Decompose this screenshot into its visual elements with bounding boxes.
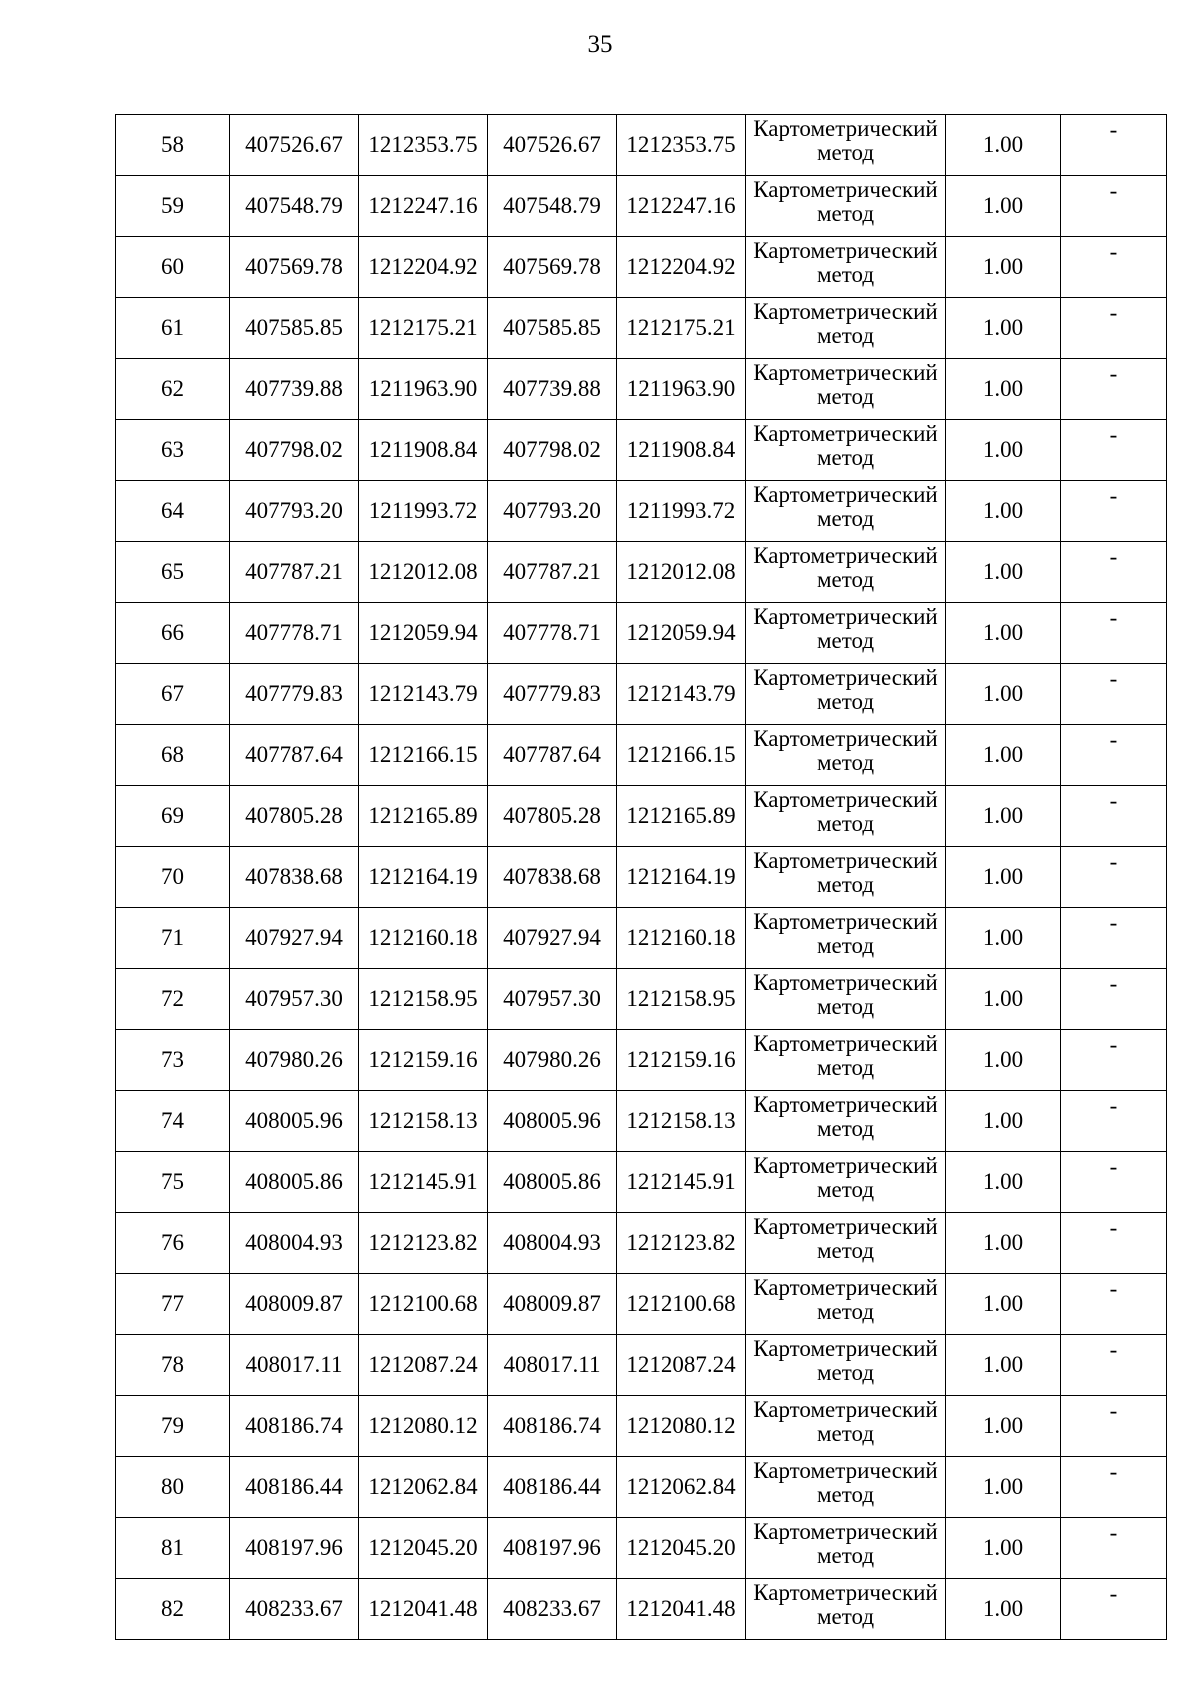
table-row <box>116 908 1167 969</box>
existing-x-cell: 407838.68 <box>230 847 359 908</box>
method-line-1: Картометрический <box>753 1458 938 1483</box>
method-line-2: метод <box>816 811 875 836</box>
point-number-cell: 81 <box>116 1518 230 1579</box>
new-y-cell: 1212041.48 <box>617 1579 746 1640</box>
method-line-1: Картометрический <box>753 299 938 324</box>
method-line-2: метод <box>816 1604 875 1629</box>
point-number-cell: 66 <box>116 603 230 664</box>
existing-y-cell: 1212145.91 <box>359 1152 488 1213</box>
note-cell: - <box>1061 786 1167 847</box>
new-x-cell: 407927.94 <box>488 908 617 969</box>
method-cell <box>746 359 946 420</box>
table-row <box>116 542 1167 603</box>
point-number-cell: 72 <box>116 969 230 1030</box>
existing-y-cell: 1212164.19 <box>359 847 488 908</box>
point-number-cell: 68 <box>116 725 230 786</box>
point-number-cell: 71 <box>116 908 230 969</box>
new-x-cell: 407778.71 <box>488 603 617 664</box>
table-row <box>116 298 1167 359</box>
accuracy-cell: 1.00 <box>946 725 1061 786</box>
point-number-cell: 75 <box>116 1152 230 1213</box>
existing-x-cell: 407779.83 <box>230 664 359 725</box>
method-line-1: Картометрический <box>753 238 938 263</box>
new-x-cell: 407805.28 <box>488 786 617 847</box>
new-y-cell: 1212087.24 <box>617 1335 746 1396</box>
method-line-1: Картометрический <box>753 1214 938 1239</box>
note-cell: - <box>1061 603 1167 664</box>
method-line-2: метод <box>816 1482 875 1507</box>
note-cell: - <box>1061 1152 1167 1213</box>
existing-x-cell: 407805.28 <box>230 786 359 847</box>
method-cell <box>746 603 946 664</box>
point-number-cell: 65 <box>116 542 230 603</box>
existing-x-cell: 408186.74 <box>230 1396 359 1457</box>
accuracy-cell: 1.00 <box>946 1457 1061 1518</box>
note-cell: - <box>1061 420 1167 481</box>
method-line-2: метод <box>816 384 875 409</box>
method-line-2: метод <box>816 628 875 653</box>
new-x-cell: 408197.96 <box>488 1518 617 1579</box>
existing-y-cell: 1212247.16 <box>359 176 488 237</box>
new-y-cell: 1212145.91 <box>617 1152 746 1213</box>
method-cell <box>746 237 946 298</box>
accuracy-cell: 1.00 <box>946 1030 1061 1091</box>
existing-y-cell: 1212166.15 <box>359 725 488 786</box>
method-cell <box>746 908 946 969</box>
method-line-2: метод <box>816 1421 875 1446</box>
table-row <box>116 1213 1167 1274</box>
note-cell: - <box>1061 969 1167 1030</box>
existing-y-cell: 1212165.89 <box>359 786 488 847</box>
table-row <box>116 1335 1167 1396</box>
method-line-1: Картометрический <box>753 543 938 568</box>
method-line-1: Картометрический <box>753 421 938 446</box>
table-row <box>116 786 1167 847</box>
accuracy-cell: 1.00 <box>946 115 1061 176</box>
point-number-cell: 64 <box>116 481 230 542</box>
method-line-2: метод <box>816 1055 875 1080</box>
new-y-cell: 1212166.15 <box>617 725 746 786</box>
note-cell: - <box>1061 115 1167 176</box>
method-line-2: метод <box>816 994 875 1019</box>
note-cell: - <box>1061 542 1167 603</box>
new-y-cell: 1212160.18 <box>617 908 746 969</box>
method-cell <box>746 1396 946 1457</box>
point-number-cell: 61 <box>116 298 230 359</box>
existing-x-cell: 408009.87 <box>230 1274 359 1335</box>
new-y-cell: 1212059.94 <box>617 603 746 664</box>
method-line-1: Картометрический <box>753 360 938 385</box>
method-cell <box>746 115 946 176</box>
page-number: 35 <box>587 31 613 58</box>
accuracy-cell: 1.00 <box>946 481 1061 542</box>
method-line-2: метод <box>816 1116 875 1141</box>
existing-y-cell: 1212123.82 <box>359 1213 488 1274</box>
method-line-2: метод <box>816 750 875 775</box>
existing-y-cell: 1212158.13 <box>359 1091 488 1152</box>
existing-x-cell: 407569.78 <box>230 237 359 298</box>
existing-x-cell: 407957.30 <box>230 969 359 1030</box>
method-cell <box>746 176 946 237</box>
table-row <box>116 1457 1167 1518</box>
method-cell <box>746 1091 946 1152</box>
method-line-2: метод <box>816 872 875 897</box>
existing-y-cell: 1212087.24 <box>359 1335 488 1396</box>
accuracy-cell: 1.00 <box>946 969 1061 1030</box>
method-cell <box>746 542 946 603</box>
table-row <box>116 359 1167 420</box>
new-y-cell: 1212045.20 <box>617 1518 746 1579</box>
new-y-cell: 1212353.75 <box>617 115 746 176</box>
existing-x-cell: 407787.21 <box>230 542 359 603</box>
new-y-cell: 1212164.19 <box>617 847 746 908</box>
existing-y-cell: 1212204.92 <box>359 237 488 298</box>
coordinates-table <box>115 114 1167 1640</box>
new-y-cell: 1212100.68 <box>617 1274 746 1335</box>
method-line-1: Картометрический <box>753 665 938 690</box>
method-line-2: метод <box>816 506 875 531</box>
existing-x-cell: 407798.02 <box>230 420 359 481</box>
note-cell: - <box>1061 1518 1167 1579</box>
table-row <box>116 1030 1167 1091</box>
table-row <box>116 1579 1167 1640</box>
existing-x-cell: 408005.96 <box>230 1091 359 1152</box>
note-cell: - <box>1061 359 1167 420</box>
method-cell <box>746 1274 946 1335</box>
point-number-cell: 73 <box>116 1030 230 1091</box>
new-x-cell: 407526.67 <box>488 115 617 176</box>
method-cell <box>746 1335 946 1396</box>
note-cell: - <box>1061 176 1167 237</box>
method-line-1: Картометрический <box>753 482 938 507</box>
new-x-cell: 408005.96 <box>488 1091 617 1152</box>
existing-y-cell: 1212059.94 <box>359 603 488 664</box>
accuracy-cell: 1.00 <box>946 1091 1061 1152</box>
point-number-cell: 69 <box>116 786 230 847</box>
note-cell: - <box>1061 908 1167 969</box>
accuracy-cell: 1.00 <box>946 786 1061 847</box>
existing-x-cell: 408197.96 <box>230 1518 359 1579</box>
method-line-1: Картометрический <box>753 1153 938 1178</box>
point-number-cell: 76 <box>116 1213 230 1274</box>
existing-x-cell: 407793.20 <box>230 481 359 542</box>
new-x-cell: 407838.68 <box>488 847 617 908</box>
method-line-1: Картометрический <box>753 787 938 812</box>
existing-x-cell: 407927.94 <box>230 908 359 969</box>
method-line-1: Картометрический <box>753 1092 938 1117</box>
existing-x-cell: 408005.86 <box>230 1152 359 1213</box>
new-y-cell: 1212159.16 <box>617 1030 746 1091</box>
method-cell <box>746 1030 946 1091</box>
new-y-cell: 1211993.72 <box>617 481 746 542</box>
table-row <box>116 1091 1167 1152</box>
point-number-cell: 79 <box>116 1396 230 1457</box>
accuracy-cell: 1.00 <box>946 908 1061 969</box>
method-line-1: Картометрический <box>753 970 938 995</box>
method-cell <box>746 847 946 908</box>
accuracy-cell: 1.00 <box>946 237 1061 298</box>
method-cell <box>746 1518 946 1579</box>
method-cell <box>746 481 946 542</box>
point-number-cell: 77 <box>116 1274 230 1335</box>
table-row <box>116 1152 1167 1213</box>
accuracy-cell: 1.00 <box>946 1579 1061 1640</box>
new-y-cell: 1212247.16 <box>617 176 746 237</box>
method-cell <box>746 786 946 847</box>
new-x-cell: 407793.20 <box>488 481 617 542</box>
accuracy-cell: 1.00 <box>946 1213 1061 1274</box>
existing-y-cell: 1212041.48 <box>359 1579 488 1640</box>
table-row <box>116 115 1167 176</box>
table-row <box>116 969 1167 1030</box>
note-cell: - <box>1061 237 1167 298</box>
point-number-cell: 82 <box>116 1579 230 1640</box>
existing-y-cell: 1211908.84 <box>359 420 488 481</box>
table-row <box>116 1518 1167 1579</box>
table-row <box>116 237 1167 298</box>
existing-y-cell: 1212143.79 <box>359 664 488 725</box>
new-x-cell: 407787.21 <box>488 542 617 603</box>
method-cell <box>746 725 946 786</box>
existing-x-cell: 407787.64 <box>230 725 359 786</box>
accuracy-cell: 1.00 <box>946 359 1061 420</box>
method-line-2: метод <box>816 262 875 287</box>
new-x-cell: 408186.74 <box>488 1396 617 1457</box>
existing-x-cell: 408004.93 <box>230 1213 359 1274</box>
method-line-1: Картометрический <box>753 1336 938 1361</box>
point-number-cell: 62 <box>116 359 230 420</box>
new-x-cell: 407779.83 <box>488 664 617 725</box>
method-line-2: метод <box>816 1360 875 1385</box>
new-x-cell: 408005.86 <box>488 1152 617 1213</box>
existing-x-cell: 407585.85 <box>230 298 359 359</box>
note-cell: - <box>1061 1030 1167 1091</box>
accuracy-cell: 1.00 <box>946 1396 1061 1457</box>
new-x-cell: 408004.93 <box>488 1213 617 1274</box>
table-row <box>116 725 1167 786</box>
method-line-2: метод <box>816 323 875 348</box>
method-cell <box>746 969 946 1030</box>
new-y-cell: 1212143.79 <box>617 664 746 725</box>
existing-x-cell: 407526.67 <box>230 115 359 176</box>
existing-y-cell: 1212158.95 <box>359 969 488 1030</box>
note-cell: - <box>1061 1579 1167 1640</box>
note-cell: - <box>1061 725 1167 786</box>
accuracy-cell: 1.00 <box>946 664 1061 725</box>
table-row <box>116 176 1167 237</box>
accuracy-cell: 1.00 <box>946 420 1061 481</box>
note-cell: - <box>1061 847 1167 908</box>
new-y-cell: 1212062.84 <box>617 1457 746 1518</box>
existing-x-cell: 407778.71 <box>230 603 359 664</box>
method-line-2: метод <box>816 1177 875 1202</box>
accuracy-cell: 1.00 <box>946 1152 1061 1213</box>
note-cell: - <box>1061 1213 1167 1274</box>
method-line-1: Картометрический <box>753 909 938 934</box>
method-cell <box>746 420 946 481</box>
existing-x-cell: 407980.26 <box>230 1030 359 1091</box>
existing-y-cell: 1212012.08 <box>359 542 488 603</box>
note-cell: - <box>1061 298 1167 359</box>
point-number-cell: 67 <box>116 664 230 725</box>
new-x-cell: 408009.87 <box>488 1274 617 1335</box>
new-y-cell: 1212204.92 <box>617 237 746 298</box>
new-y-cell: 1212123.82 <box>617 1213 746 1274</box>
existing-x-cell: 407548.79 <box>230 176 359 237</box>
existing-y-cell: 1211963.90 <box>359 359 488 420</box>
method-cell <box>746 1152 946 1213</box>
note-cell: - <box>1061 1457 1167 1518</box>
method-cell <box>746 298 946 359</box>
accuracy-cell: 1.00 <box>946 176 1061 237</box>
existing-y-cell: 1212175.21 <box>359 298 488 359</box>
existing-y-cell: 1212045.20 <box>359 1518 488 1579</box>
accuracy-cell: 1.00 <box>946 847 1061 908</box>
new-x-cell: 408186.44 <box>488 1457 617 1518</box>
table-row <box>116 481 1167 542</box>
existing-y-cell: 1212159.16 <box>359 1030 488 1091</box>
note-cell: - <box>1061 481 1167 542</box>
method-line-2: метод <box>816 1238 875 1263</box>
method-line-1: Картометрический <box>753 1580 938 1605</box>
new-x-cell: 407585.85 <box>488 298 617 359</box>
new-x-cell: 408233.67 <box>488 1579 617 1640</box>
method-line-1: Картометрический <box>753 1397 938 1422</box>
point-number-cell: 74 <box>116 1091 230 1152</box>
new-x-cell: 407787.64 <box>488 725 617 786</box>
table-row <box>116 603 1167 664</box>
existing-y-cell: 1212080.12 <box>359 1396 488 1457</box>
existing-y-cell: 1212353.75 <box>359 115 488 176</box>
point-number-cell: 63 <box>116 420 230 481</box>
new-x-cell: 407548.79 <box>488 176 617 237</box>
table-row <box>116 847 1167 908</box>
method-cell <box>746 1579 946 1640</box>
method-line-2: метод <box>816 201 875 226</box>
new-y-cell: 1212158.13 <box>617 1091 746 1152</box>
table-row <box>116 664 1167 725</box>
method-line-1: Картометрический <box>753 1275 938 1300</box>
method-line-1: Картометрический <box>753 848 938 873</box>
existing-x-cell: 408186.44 <box>230 1457 359 1518</box>
method-line-1: Картометрический <box>753 726 938 751</box>
table-row <box>116 1396 1167 1457</box>
method-line-1: Картометрический <box>753 1519 938 1544</box>
method-line-1: Картометрический <box>753 1031 938 1056</box>
existing-x-cell: 408233.67 <box>230 1579 359 1640</box>
new-x-cell: 407980.26 <box>488 1030 617 1091</box>
new-x-cell: 407957.30 <box>488 969 617 1030</box>
method-line-2: метод <box>816 445 875 470</box>
new-x-cell: 407798.02 <box>488 420 617 481</box>
new-x-cell: 407739.88 <box>488 359 617 420</box>
accuracy-cell: 1.00 <box>946 298 1061 359</box>
note-cell: - <box>1061 1091 1167 1152</box>
method-line-2: метод <box>816 1543 875 1568</box>
existing-y-cell: 1212062.84 <box>359 1457 488 1518</box>
method-cell <box>746 1213 946 1274</box>
point-number-cell: 59 <box>116 176 230 237</box>
new-y-cell: 1211908.84 <box>617 420 746 481</box>
method-cell <box>746 1457 946 1518</box>
note-cell: - <box>1061 664 1167 725</box>
method-line-1: Картометрический <box>753 116 938 141</box>
method-line-2: метод <box>816 567 875 592</box>
note-cell: - <box>1061 1274 1167 1335</box>
coordinates-table-body <box>116 115 1167 1640</box>
table-row <box>116 1274 1167 1335</box>
existing-y-cell: 1212100.68 <box>359 1274 488 1335</box>
new-x-cell: 408017.11 <box>488 1335 617 1396</box>
method-line-1: Картометрический <box>753 177 938 202</box>
new-y-cell: 1212165.89 <box>617 786 746 847</box>
new-y-cell: 1212158.95 <box>617 969 746 1030</box>
method-line-2: метод <box>816 140 875 165</box>
point-number-cell: 80 <box>116 1457 230 1518</box>
new-y-cell: 1211963.90 <box>617 359 746 420</box>
existing-x-cell: 407739.88 <box>230 359 359 420</box>
method-line-2: метод <box>816 933 875 958</box>
note-cell: - <box>1061 1335 1167 1396</box>
method-line-2: метод <box>816 689 875 714</box>
accuracy-cell: 1.00 <box>946 603 1061 664</box>
existing-y-cell: 1212160.18 <box>359 908 488 969</box>
table-row <box>116 420 1167 481</box>
existing-x-cell: 408017.11 <box>230 1335 359 1396</box>
new-y-cell: 1212080.12 <box>617 1396 746 1457</box>
method-line-2: метод <box>816 1299 875 1324</box>
method-cell <box>746 664 946 725</box>
new-y-cell: 1212012.08 <box>617 542 746 603</box>
accuracy-cell: 1.00 <box>946 1335 1061 1396</box>
new-y-cell: 1212175.21 <box>617 298 746 359</box>
accuracy-cell: 1.00 <box>946 542 1061 603</box>
point-number-cell: 78 <box>116 1335 230 1396</box>
new-x-cell: 407569.78 <box>488 237 617 298</box>
accuracy-cell: 1.00 <box>946 1518 1061 1579</box>
point-number-cell: 60 <box>116 237 230 298</box>
point-number-cell: 70 <box>116 847 230 908</box>
point-number-cell: 58 <box>116 115 230 176</box>
accuracy-cell: 1.00 <box>946 1274 1061 1335</box>
note-cell: - <box>1061 1396 1167 1457</box>
method-line-1: Картометрический <box>753 604 938 629</box>
existing-y-cell: 1211993.72 <box>359 481 488 542</box>
